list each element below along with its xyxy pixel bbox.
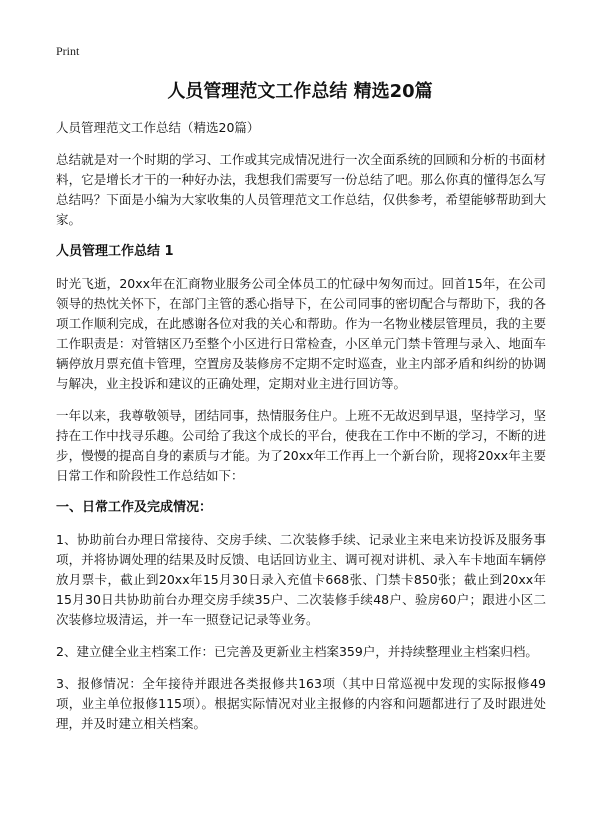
document-body xyxy=(56,150,546,746)
page-title: 人员管理范文工作总结 精选20篇 xyxy=(167,81,433,102)
document-subtitle: 人员管理范文工作总结（精选20篇） xyxy=(56,120,260,135)
section-heading-daily-work: 一、日常工作及完成情况： xyxy=(56,500,213,515)
print-link[interactable]: Print xyxy=(56,44,80,58)
body-paragraph-1: 时光飞逝，20xx年在汇商物业服务公司全体员工的忙碌中匆匆而过。回首15年，在公司领导的热忱关怀下，在部门主管的悉心指导下，在公司同事的密切配合与帮助下，我的各项工作顺利完成，在此感谢各位对我的关心和帮助。作为一名物业楼层管理员，我的主要工作职责是：对管辖区乃至整个小区进行日常检查，小区单元门禁卡管理与录入、地面车辆停放月票充值卡管理，空置房及装修房不定期不定时巡查，业主内部矛盾和纠纷的协调与解决，业主投诉和建议的正确处理，定期对业主进行回访等。 xyxy=(56,276,546,391)
list-item-2: 2、建立健全业主档案工作：已完善及更新业主档案359户，并持续整理业主档案归档。 xyxy=(56,644,538,659)
list-item-1: 1、协助前台办理日常接待、交房手续、二次装修手续、记录业主来电来访投诉及服务事项，并将协调处理的结果及时反馈、电话回访业主、调可视对讲机、录入车卡地面车辆停放月票卡，截止到20xx年15月30日录入充值卡668张、门禁卡850张；截止到20xx年15月30日共协助前台办理交房手续35户、二次装修手续48户、验房60户；跟进小区二次装修垃圾清运，并一车一照登记记录等业务。 xyxy=(56,532,546,627)
list-item-3: 3、报修情况：全年接待并跟进各类报修共163项（其中日常巡视中发现的实际报修49项，业主单位报修115项）。根据实际情况对业主报修的内容和问题都进行了及时跟进处理，并及时建立相关档案。 xyxy=(56,676,546,731)
body-paragraph-2: 一年以来，我尊敬领导，团结同事，热情服务住户。上班不无故迟到早退，坚持学习，坚持在工作中找寻乐趣。公司给了我这个成长的平台，使我在工作中不断的学习，不断的进步，慢慢的提高自身的素质与才能。为了20xx年工作再上一个新台阶，现将20xx年主要日常工作和阶段性工作总结如下： xyxy=(56,408,546,483)
section-heading-summary-1: 人员管理工作总结 1 xyxy=(56,244,174,259)
intro-paragraph: 总结就是对一个时期的学习、工作或其完成情况进行一次全面系统的回顾和分析的书面材料，它是增长才干的一种好办法，我想我们需要写一份总结了吧。那么你真的懂得怎么写总结吗？下面是小编为大家收集的人员管理范文工作总结，仅供参考，希望能够帮助到大家。 xyxy=(56,152,546,227)
